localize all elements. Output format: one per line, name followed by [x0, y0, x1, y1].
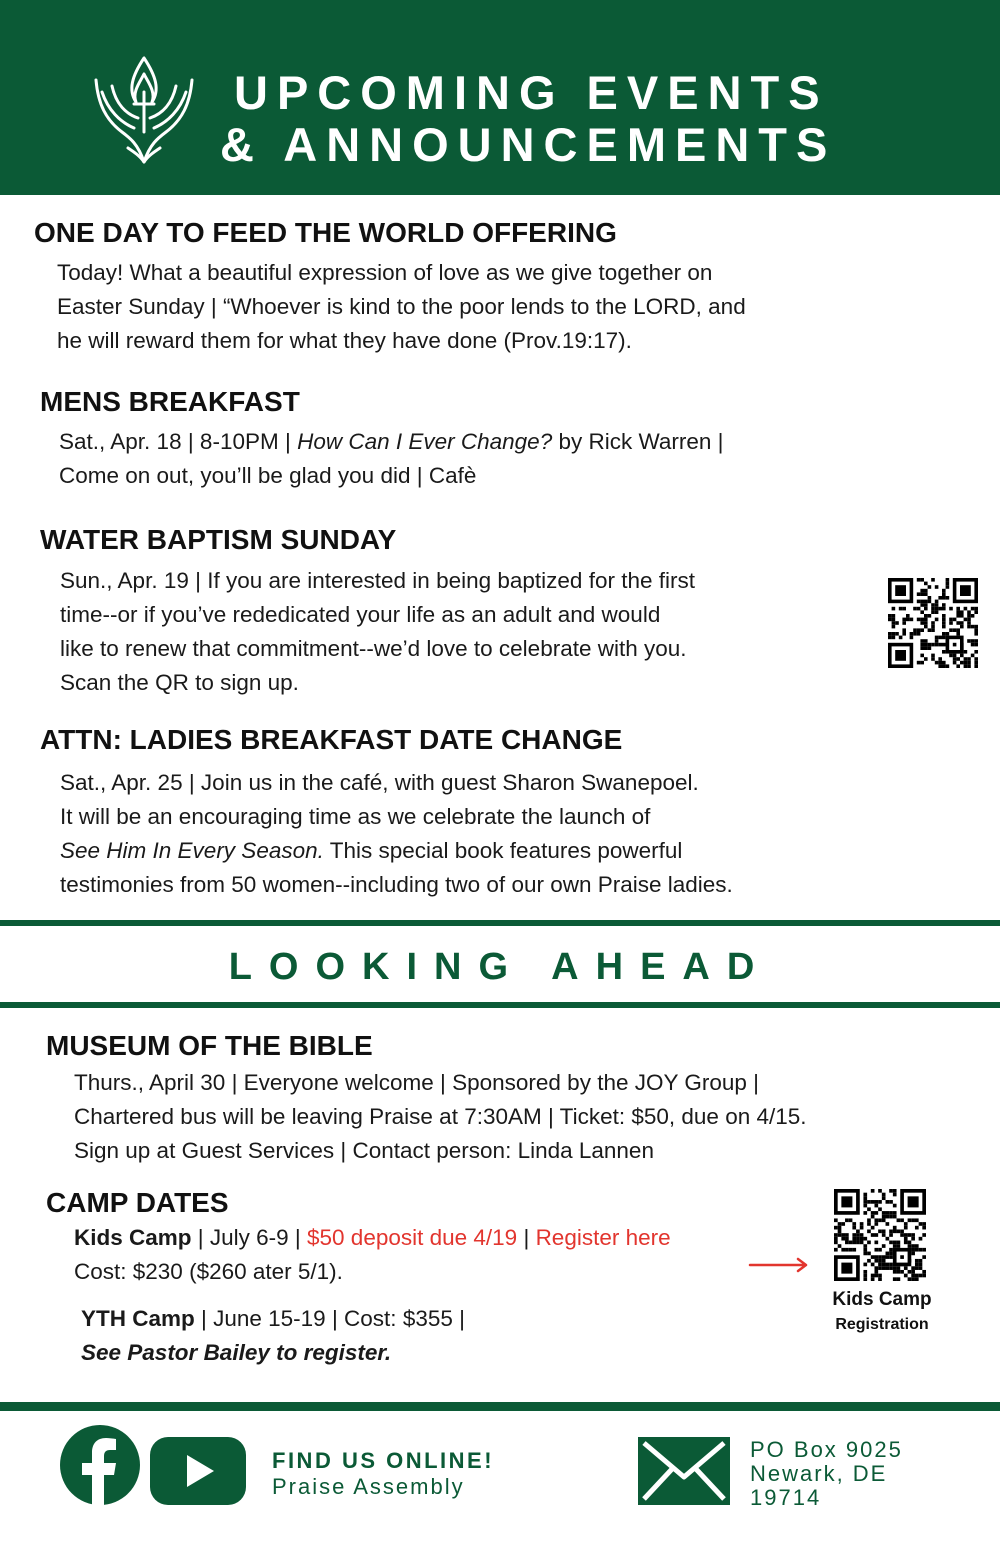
register-here-link[interactable]: Register here — [535, 1225, 671, 1250]
qr-caption-line-2: Registration — [835, 1316, 929, 1333]
find-us-block — [272, 1448, 494, 1500]
footer-divider — [0, 1402, 1000, 1411]
event-camp-dates — [46, 1187, 671, 1370]
baptism-signup-qr-code[interactable] — [888, 578, 978, 668]
body-line — [60, 834, 733, 868]
body-line: It will be an encouraging time as we celebrate the launch of — [60, 804, 651, 829]
body-text: | July 6-9 | — [191, 1225, 308, 1250]
address-line: 19714 — [750, 1485, 822, 1510]
address-line: PO Box 9025 — [750, 1437, 903, 1462]
facebook-icon[interactable] — [60, 1425, 140, 1505]
qr-caption — [810, 1288, 954, 1338]
section-body — [57, 256, 746, 358]
body-line — [81, 1302, 671, 1336]
body-text: | June 15-19 | Cost: $355 | — [194, 1306, 465, 1331]
looking-ahead-title: LOOKING AHEAD — [228, 946, 772, 988]
body-text: | — [517, 1225, 536, 1250]
find-us-heading: FIND US ONLINE! — [272, 1448, 495, 1473]
yth-camp-info — [81, 1302, 671, 1370]
address-line: Newark, DE — [750, 1461, 888, 1486]
section-body — [74, 1066, 807, 1168]
body-line: time--or if you’ve rededicated your life as an adult and would — [60, 602, 661, 627]
body-line: Easter Sunday | “Whoever is kind to the poor lends to the LORD, and — [57, 294, 746, 319]
section-heading: WATER BAPTISM SUNDAY — [40, 524, 397, 555]
announcement-ladies-breakfast — [40, 724, 733, 902]
section-body — [60, 766, 733, 902]
body-line — [81, 1336, 671, 1370]
body-line: testimonies from 50 women--including two of our own Praise ladies. — [60, 872, 733, 897]
section-body — [60, 564, 695, 700]
kids-camp-info — [74, 1221, 671, 1289]
title-line-1: UPCOMING EVENTS — [234, 66, 829, 119]
church-logo-icon — [88, 52, 200, 172]
qr-caption-line-1: Kids Camp — [832, 1289, 932, 1310]
section-heading: MUSEUM OF THE BIBLE — [46, 1030, 373, 1061]
kids-camp-registration-qr-code[interactable] — [834, 1189, 926, 1281]
section-heading: ATTN: LADIES BREAKFAST DATE CHANGE — [40, 724, 623, 755]
kids-camp-label: Kids Camp — [74, 1225, 192, 1250]
section-heading: CAMP DATES — [46, 1187, 229, 1218]
body-text: by Rick Warren | — [552, 429, 724, 454]
divider — [0, 1002, 1000, 1008]
youtube-icon[interactable] — [150, 1437, 246, 1505]
deposit-notice: $50 deposit due 4/19 — [307, 1225, 518, 1250]
org-name[interactable]: Praise Assembly — [272, 1474, 465, 1499]
body-line: Come on out, you’ll be glad you did | Cafè — [59, 463, 477, 488]
body-line: Sun., Apr. 19 | If you are interested in being baptized for the first — [60, 568, 695, 593]
divider — [0, 920, 1000, 926]
title-line-2: & ANNOUNCEMENTS — [220, 118, 837, 171]
body-line: Sat., Apr. 25 | Join us in the café, with guest Sharon Swanepoel. — [60, 770, 699, 795]
mail-icon — [638, 1437, 730, 1505]
body-line: Chartered bus will be leaving Praise at 7:30AM | Ticket: $50, due on 4/15. — [74, 1104, 807, 1129]
body-line: Today! What a beautiful expression of love as we give together on — [57, 260, 713, 285]
mailing-address — [750, 1438, 903, 1510]
arrow-right-icon — [748, 1257, 812, 1273]
announcement-feed-the-world — [34, 217, 746, 358]
body-line — [74, 1221, 671, 1255]
announcement-mens-breakfast — [40, 386, 724, 493]
announcement-water-baptism — [40, 524, 695, 700]
body-line — [59, 425, 724, 459]
body-line: like to renew that commitment--we’d love to celebrate with you. — [60, 636, 687, 661]
yth-register-note: See Pastor Bailey to register. — [81, 1340, 392, 1365]
body-line: Cost: $230 ($260 ater 5/1). — [74, 1259, 343, 1284]
body-line: Thurs., April 30 | Everyone welcome | Sponsored by the JOY Group | — [74, 1070, 759, 1095]
body-line: Scan the QR to sign up. — [60, 670, 299, 695]
section-body — [59, 425, 724, 493]
yth-camp-label: YTH Camp — [81, 1306, 195, 1331]
event-museum-of-the-bible — [46, 1030, 807, 1168]
body-line: he will reward them for what they have done (Prov.19:17). — [57, 328, 632, 353]
header-banner — [0, 0, 1000, 195]
body-line: Sign up at Guest Services | Contact person: Linda Lannen — [74, 1138, 654, 1163]
body-text: This special book features powerful — [323, 838, 683, 863]
book-title: See Him In Every Season. — [60, 838, 324, 863]
body-text: Sat., Apr. 18 | 8-10PM | — [59, 429, 298, 454]
section-heading: MENS BREAKFAST — [40, 386, 300, 417]
book-title: How Can I Ever Change? — [297, 429, 553, 454]
section-heading: ONE DAY TO FEED THE WORLD OFFERING — [34, 217, 617, 248]
